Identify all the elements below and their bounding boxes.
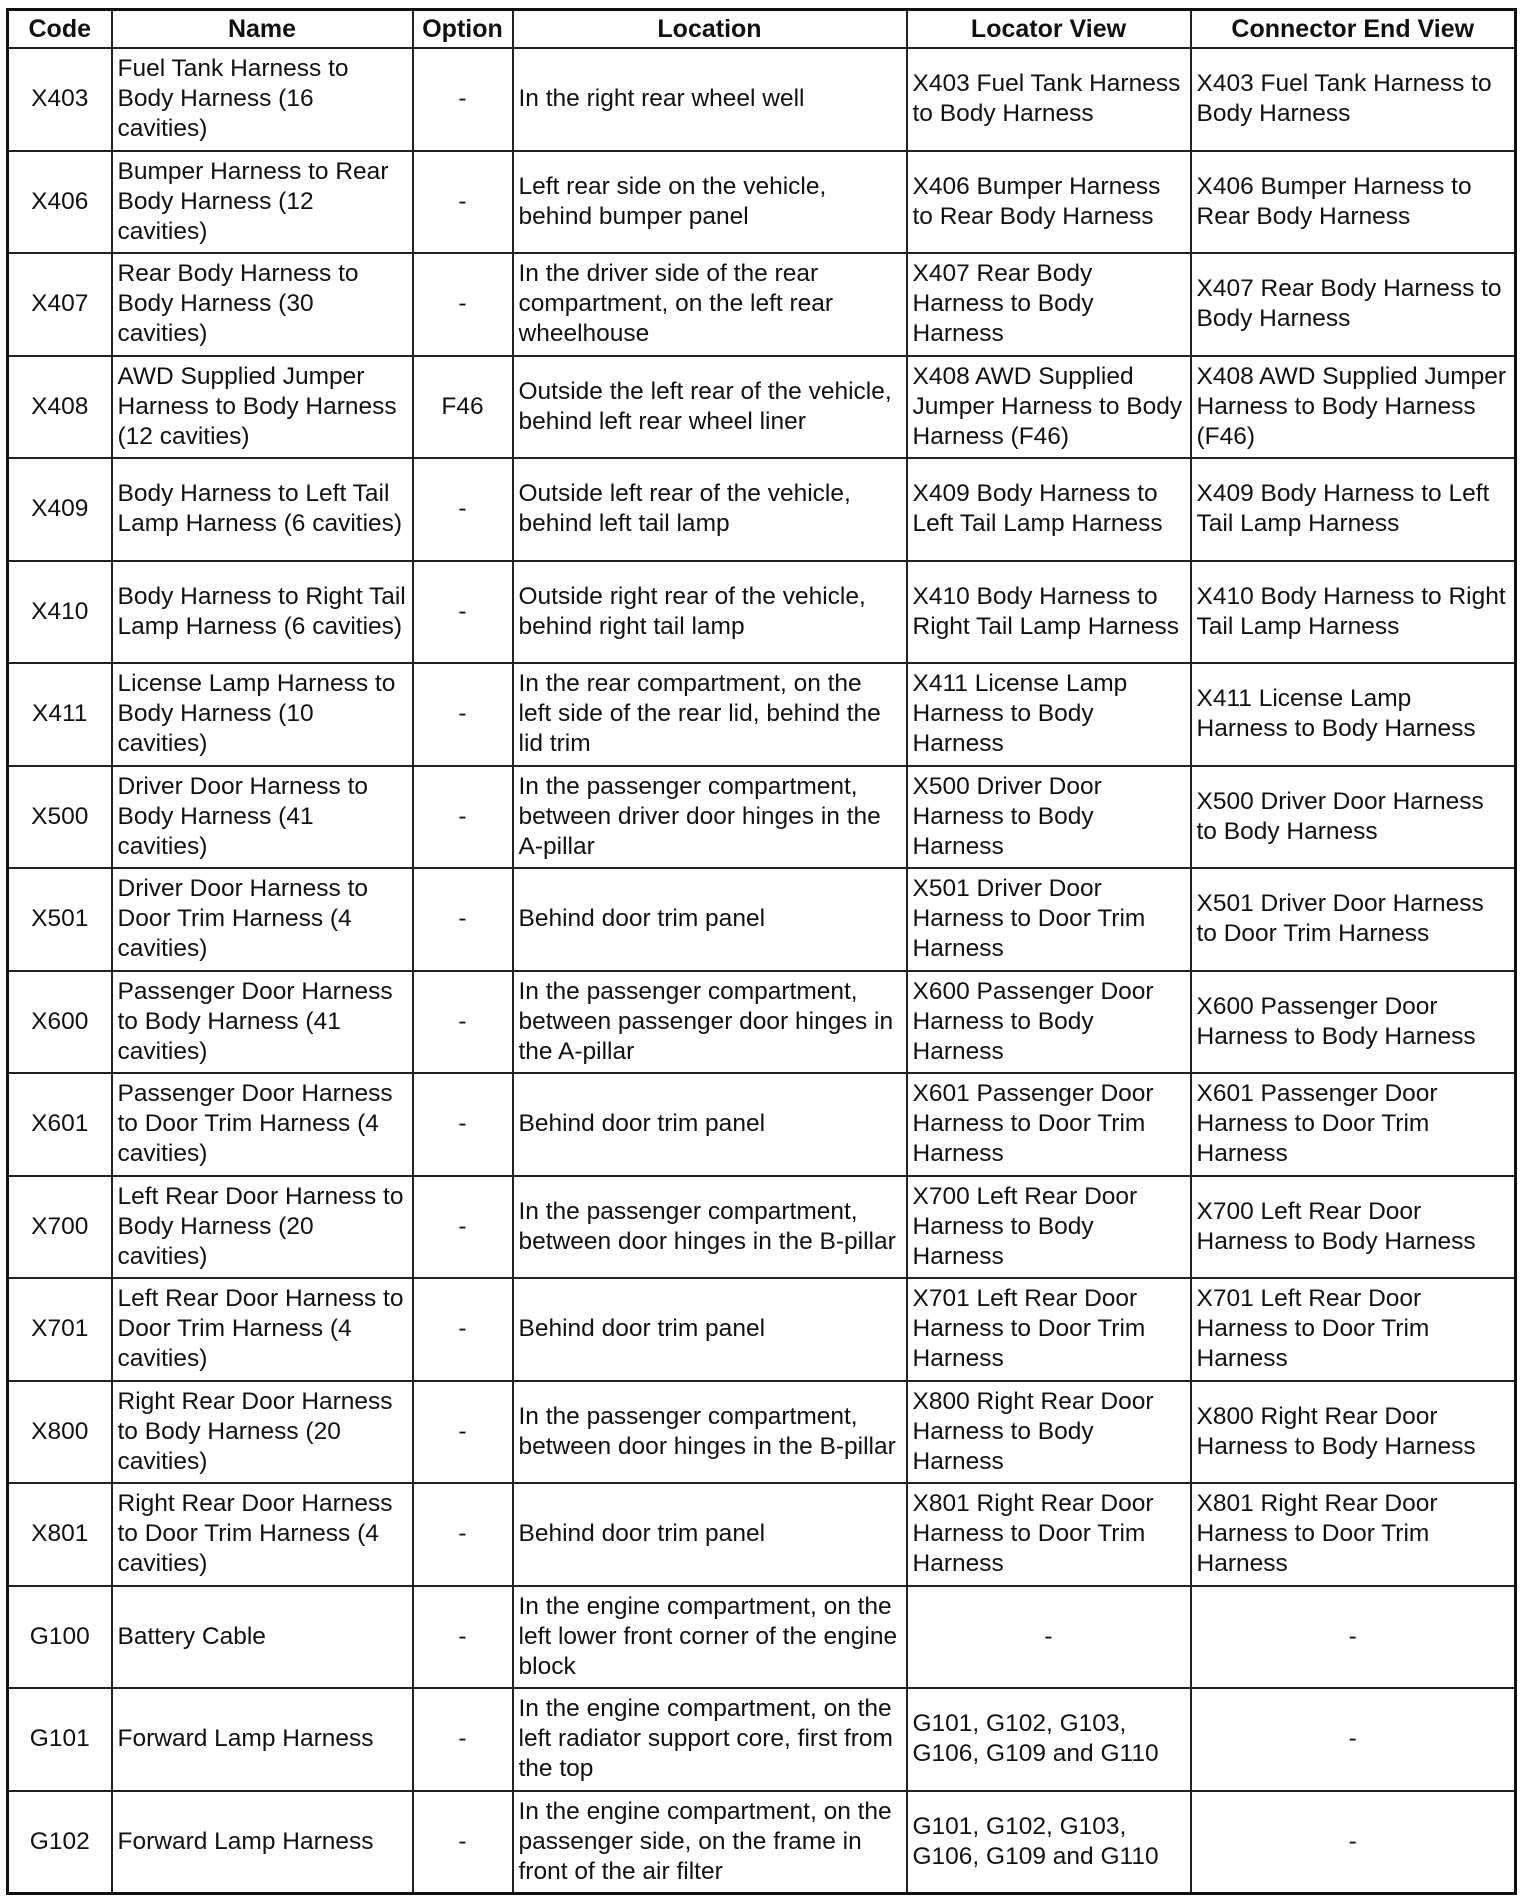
cell-connector-end-view: - [1191, 1586, 1516, 1689]
table-row [8, 1073, 1516, 1176]
cell-locator-view: X410 Body Harness to Right Tail Lamp Harness [907, 561, 1191, 664]
header-locator-view: Locator View [907, 10, 1191, 49]
cell-name: AWD Supplied Jumper Harness to Body Harness (12 cavities) [112, 356, 413, 459]
cell-connector-end-view: X700 Left Rear Door Harness to Body Harness [1191, 1176, 1516, 1279]
header-connector-end-view: Connector End View [1191, 10, 1516, 49]
cell-option: - [413, 253, 513, 356]
cell-option: - [413, 868, 513, 971]
connector-table [6, 8, 1517, 1895]
cell-locator-view: X403 Fuel Tank Harness to Body Harness [907, 48, 1191, 151]
cell-location: Outside right rear of the vehicle, behind right tail lamp [513, 561, 907, 664]
cell-code: X407 [8, 253, 112, 356]
cell-name: Battery Cable [112, 1586, 413, 1689]
cell-name: Driver Door Harness to Door Trim Harness (4 cavities) [112, 868, 413, 971]
cell-locator-view: X801 Right Rear Door Harness to Door Trim Harness [907, 1483, 1191, 1586]
cell-name: Body Harness to Right Tail Lamp Harness (6 cavities) [112, 561, 413, 664]
cell-option: - [413, 1381, 513, 1484]
cell-option: - [413, 1073, 513, 1176]
cell-connector-end-view: X801 Right Rear Door Harness to Door Trim Harness [1191, 1483, 1516, 1586]
cell-option: F46 [413, 356, 513, 459]
cell-connector-end-view: X407 Rear Body Harness to Body Harness [1191, 253, 1516, 356]
cell-location: In the engine compartment, on the left lower front corner of the engine block [513, 1586, 907, 1689]
cell-name: Right Rear Door Harness to Body Harness (20 cavities) [112, 1381, 413, 1484]
table-row [8, 663, 1516, 766]
cell-name: License Lamp Harness to Body Harness (10 cavities) [112, 663, 413, 766]
cell-code: X700 [8, 1176, 112, 1279]
table-row [8, 253, 1516, 356]
cell-connector-end-view: X403 Fuel Tank Harness to Body Harness [1191, 48, 1516, 151]
cell-location: Outside the left rear of the vehicle, behind left rear wheel liner [513, 356, 907, 459]
cell-locator-view: X409 Body Harness to Left Tail Lamp Harness [907, 458, 1191, 561]
cell-code: X600 [8, 971, 112, 1074]
cell-name: Forward Lamp Harness [112, 1688, 413, 1791]
cell-locator-view: X407 Rear Body Harness to Body Harness [907, 253, 1191, 356]
cell-name: Right Rear Door Harness to Door Trim Harness (4 cavities) [112, 1483, 413, 1586]
table-row [8, 1381, 1516, 1484]
cell-code: X411 [8, 663, 112, 766]
cell-locator-view: X501 Driver Door Harness to Door Trim Harness [907, 868, 1191, 971]
cell-locator-view: X601 Passenger Door Harness to Door Trim Harness [907, 1073, 1191, 1176]
cell-locator-view: - [907, 1586, 1191, 1689]
cell-connector-end-view: X406 Bumper Harness to Rear Body Harness [1191, 151, 1516, 254]
cell-code: X403 [8, 48, 112, 151]
cell-connector-end-view: - [1191, 1688, 1516, 1791]
cell-locator-view: G101, G102, G103, G106, G109 and G110 [907, 1688, 1191, 1791]
header-row [8, 10, 1516, 49]
cell-name: Bumper Harness to Rear Body Harness (12 cavities) [112, 151, 413, 254]
cell-connector-end-view: X409 Body Harness to Left Tail Lamp Harness [1191, 458, 1516, 561]
cell-location: Behind door trim panel [513, 1483, 907, 1586]
cell-option: - [413, 1586, 513, 1689]
header-code: Code [8, 10, 112, 49]
table-body [8, 48, 1516, 1894]
cell-location: In the engine compartment, on the passenger side, on the frame in front of the air filter [513, 1791, 907, 1894]
cell-name: Forward Lamp Harness [112, 1791, 413, 1894]
header-name: Name [112, 10, 413, 49]
cell-connector-end-view: - [1191, 1791, 1516, 1894]
table-row [8, 971, 1516, 1074]
cell-option: - [413, 1176, 513, 1279]
cell-locator-view: X406 Bumper Harness to Rear Body Harness [907, 151, 1191, 254]
cell-option: - [413, 663, 513, 766]
cell-name: Driver Door Harness to Body Harness (41 cavities) [112, 766, 413, 869]
cell-code: X701 [8, 1278, 112, 1381]
cell-option: - [413, 48, 513, 151]
cell-option: - [413, 1791, 513, 1894]
cell-name: Passenger Door Harness to Door Trim Harness (4 cavities) [112, 1073, 413, 1176]
cell-code: X408 [8, 356, 112, 459]
cell-code: G102 [8, 1791, 112, 1894]
cell-locator-view: X408 AWD Supplied Jumper Harness to Body Harness (F46) [907, 356, 1191, 459]
cell-connector-end-view: X408 AWD Supplied Jumper Harness to Body Harness (F46) [1191, 356, 1516, 459]
cell-name: Passenger Door Harness to Body Harness (41 cavities) [112, 971, 413, 1074]
cell-code: X501 [8, 868, 112, 971]
table-row [8, 356, 1516, 459]
cell-code: X500 [8, 766, 112, 869]
cell-name: Left Rear Door Harness to Body Harness (20 cavities) [112, 1176, 413, 1279]
cell-location: In the passenger compartment, between door hinges in the B-pillar [513, 1176, 907, 1279]
connector-table-container [6, 8, 1514, 1895]
cell-code: X800 [8, 1381, 112, 1484]
table-row [8, 1176, 1516, 1279]
cell-connector-end-view: X800 Right Rear Door Harness to Body Harness [1191, 1381, 1516, 1484]
cell-option: - [413, 151, 513, 254]
cell-location: Behind door trim panel [513, 1278, 907, 1381]
cell-option: - [413, 1688, 513, 1791]
cell-code: X801 [8, 1483, 112, 1586]
cell-option: - [413, 458, 513, 561]
cell-locator-view: X600 Passenger Door Harness to Body Harness [907, 971, 1191, 1074]
cell-code: X406 [8, 151, 112, 254]
cell-option: - [413, 561, 513, 664]
cell-code: G100 [8, 1586, 112, 1689]
cell-location: Outside left rear of the vehicle, behind left tail lamp [513, 458, 907, 561]
table-row [8, 1791, 1516, 1894]
cell-location: Left rear side on the vehicle, behind bumper panel [513, 151, 907, 254]
cell-connector-end-view: X701 Left Rear Door Harness to Door Trim Harness [1191, 1278, 1516, 1381]
cell-locator-view: X700 Left Rear Door Harness to Body Harness [907, 1176, 1191, 1279]
cell-name: Left Rear Door Harness to Door Trim Harness (4 cavities) [112, 1278, 413, 1381]
cell-connector-end-view: X600 Passenger Door Harness to Body Harness [1191, 971, 1516, 1074]
cell-code: G101 [8, 1688, 112, 1791]
cell-option: - [413, 766, 513, 869]
cell-locator-view: X800 Right Rear Door Harness to Body Harness [907, 1381, 1191, 1484]
cell-connector-end-view: X601 Passenger Door Harness to Door Trim Harness [1191, 1073, 1516, 1176]
cell-connector-end-view: X410 Body Harness to Right Tail Lamp Harness [1191, 561, 1516, 664]
table-row [8, 1688, 1516, 1791]
cell-location: In the driver side of the rear compartment, on the left rear wheelhouse [513, 253, 907, 356]
cell-location: In the passenger compartment, between driver door hinges in the A-pillar [513, 766, 907, 869]
cell-locator-view: X500 Driver Door Harness to Body Harness [907, 766, 1191, 869]
cell-location: In the passenger compartment, between door hinges in the B-pillar [513, 1381, 907, 1484]
cell-location: In the right rear wheel well [513, 48, 907, 151]
table-row [8, 561, 1516, 664]
cell-code: X410 [8, 561, 112, 664]
table-row [8, 151, 1516, 254]
cell-code: X601 [8, 1073, 112, 1176]
table-row [8, 868, 1516, 971]
table-row [8, 458, 1516, 561]
cell-name: Fuel Tank Harness to Body Harness (16 cavities) [112, 48, 413, 151]
cell-locator-view: X701 Left Rear Door Harness to Door Trim Harness [907, 1278, 1191, 1381]
cell-option: - [413, 1278, 513, 1381]
cell-location: In the passenger compartment, between passenger door hinges in the A-pillar [513, 971, 907, 1074]
table-row [8, 1586, 1516, 1689]
cell-code: X409 [8, 458, 112, 561]
table-row [8, 1278, 1516, 1381]
table-row [8, 48, 1516, 151]
cell-option: - [413, 971, 513, 1074]
cell-locator-view: G101, G102, G103, G106, G109 and G110 [907, 1791, 1191, 1894]
cell-locator-view: X411 License Lamp Harness to Body Harness [907, 663, 1191, 766]
header-location: Location [513, 10, 907, 49]
table-row [8, 766, 1516, 869]
cell-location: Behind door trim panel [513, 868, 907, 971]
cell-location: In the engine compartment, on the left radiator support core, first from the top [513, 1688, 907, 1791]
cell-location: Behind door trim panel [513, 1073, 907, 1176]
cell-name: Rear Body Harness to Body Harness (30 cavities) [112, 253, 413, 356]
cell-location: In the rear compartment, on the left side of the rear lid, behind the lid trim [513, 663, 907, 766]
cell-connector-end-view: X501 Driver Door Harness to Door Trim Harness [1191, 868, 1516, 971]
cell-connector-end-view: X500 Driver Door Harness to Body Harness [1191, 766, 1516, 869]
cell-name: Body Harness to Left Tail Lamp Harness (6 cavities) [112, 458, 413, 561]
header-option: Option [413, 10, 513, 49]
table-row [8, 1483, 1516, 1586]
cell-connector-end-view: X411 License Lamp Harness to Body Harness [1191, 663, 1516, 766]
cell-option: - [413, 1483, 513, 1586]
